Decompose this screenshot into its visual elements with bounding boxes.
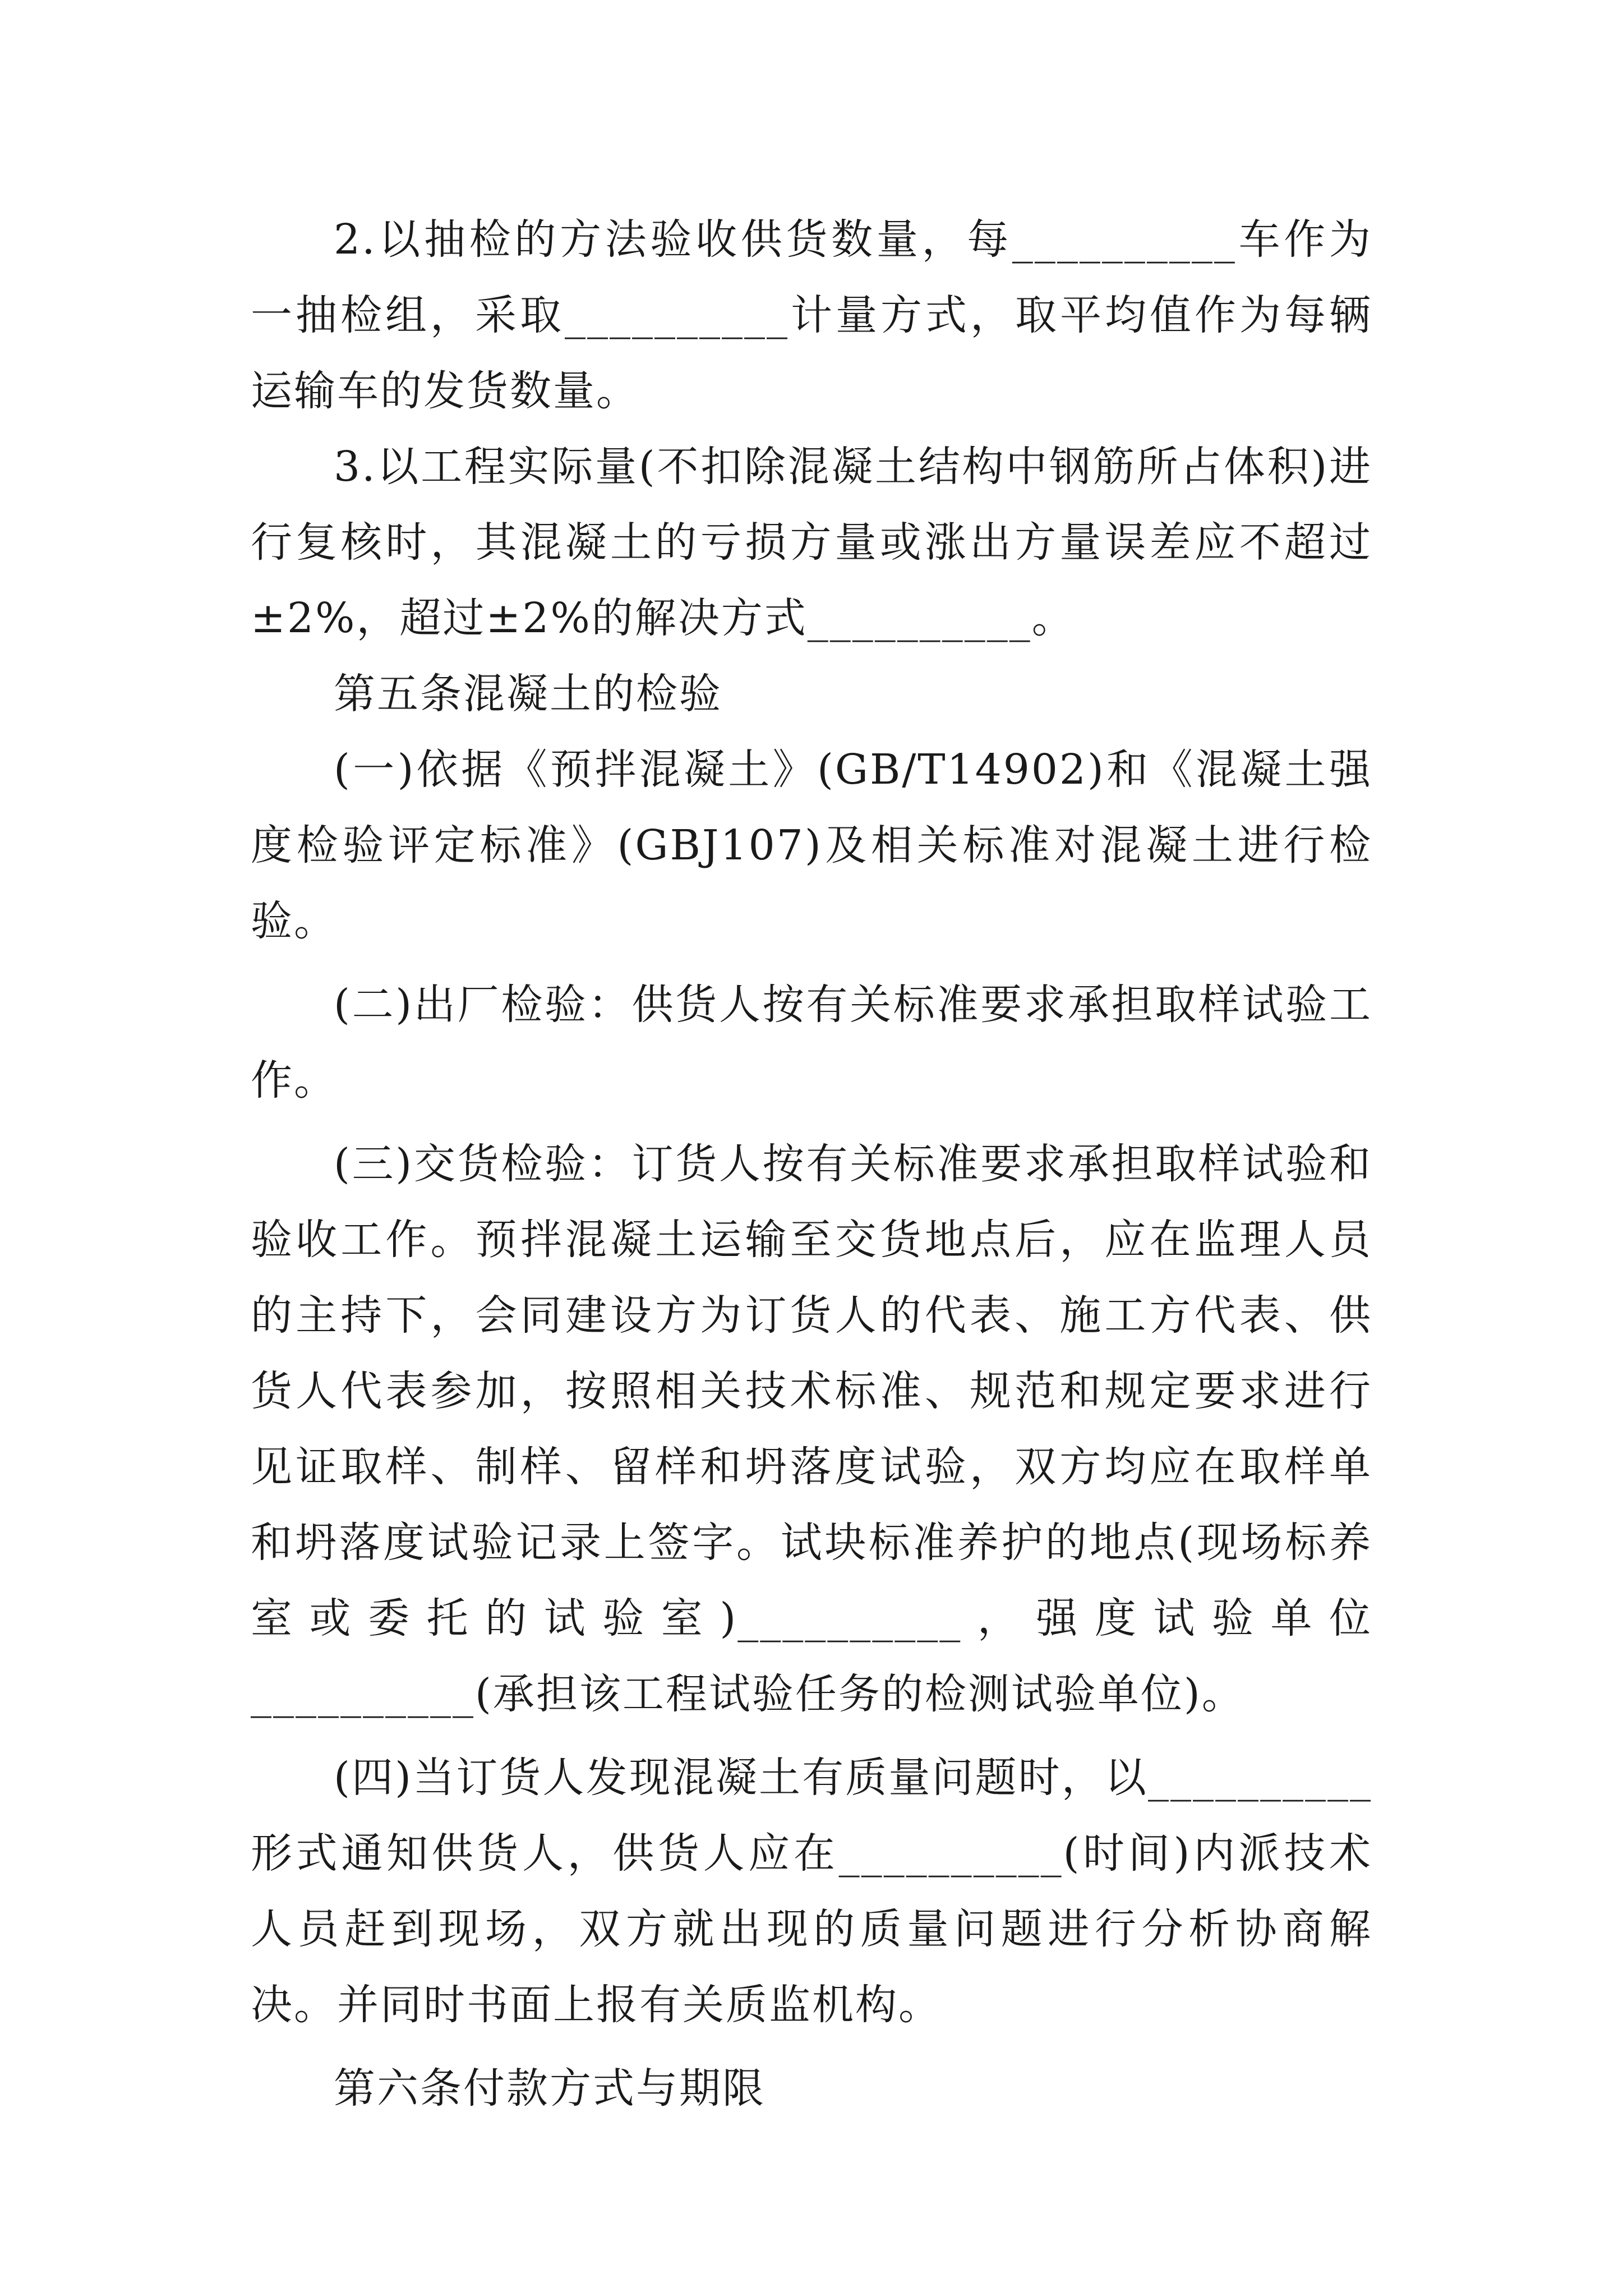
document-body — [251, 202, 1372, 2127]
paragraph-factory-inspection: (二)出厂检验：供货人按有关标准要求承担取样试验工作。 — [251, 981, 1372, 1105]
paragraph-inspection-basis: (一)依据《预拌混凝土》(GB/T14902)和《混凝土强度检验评定标准》(GBJ107)及相关标准对混凝土进行检验。 — [251, 746, 1372, 945]
paragraph-sampling-quantity: 2.以抽检的方法验收供货数量，每__________车作为一抽检组，采取__________计量方式，取平均值作为每辆运输车的发货数量。 — [251, 215, 1372, 415]
paragraph-actual-quantity-check: 3.以工程实际量(不扣除混凝土结构中钢筋所占体积)进行复核时，其混凝土的亏损方量或涨出方量误差应不超过±2%，超过±2%的解决方式__________。 — [251, 443, 1372, 642]
paragraph-delivery-inspection: (三)交货检验：订货人按有关标准要求承担取样试验和验收工作。预拌混凝土运输至交货地点后，应在监理人员的主持下，会同建设方为订货人的代表、施工方代表、供货人代表参加，按照相关技术标准、规范和规定要求进行见证取样、制样、留样和坍落度试验，双方均应在取样单和坍落度试验记录上签字。试块标准养护的地点(现场标养室或委托的试验室)__________，强度试验单位__________(承担该工程试验任务的检测试验单位)。 — [251, 1140, 1372, 1718]
paragraph-quality-issue: (四)当订货人发现混凝土有质量问题时，以__________形式通知供货人，供货人应在__________(时间)内派技术人员赶到现场，双方就出现的质量问题进行分析协商解决。并同时书面上报有关质监机构。 — [251, 1754, 1372, 2029]
section-heading-article-6: 第六条付款方式与期限 — [334, 2064, 766, 2113]
section-heading-article-5: 第五条混凝土的检验 — [334, 670, 722, 718]
